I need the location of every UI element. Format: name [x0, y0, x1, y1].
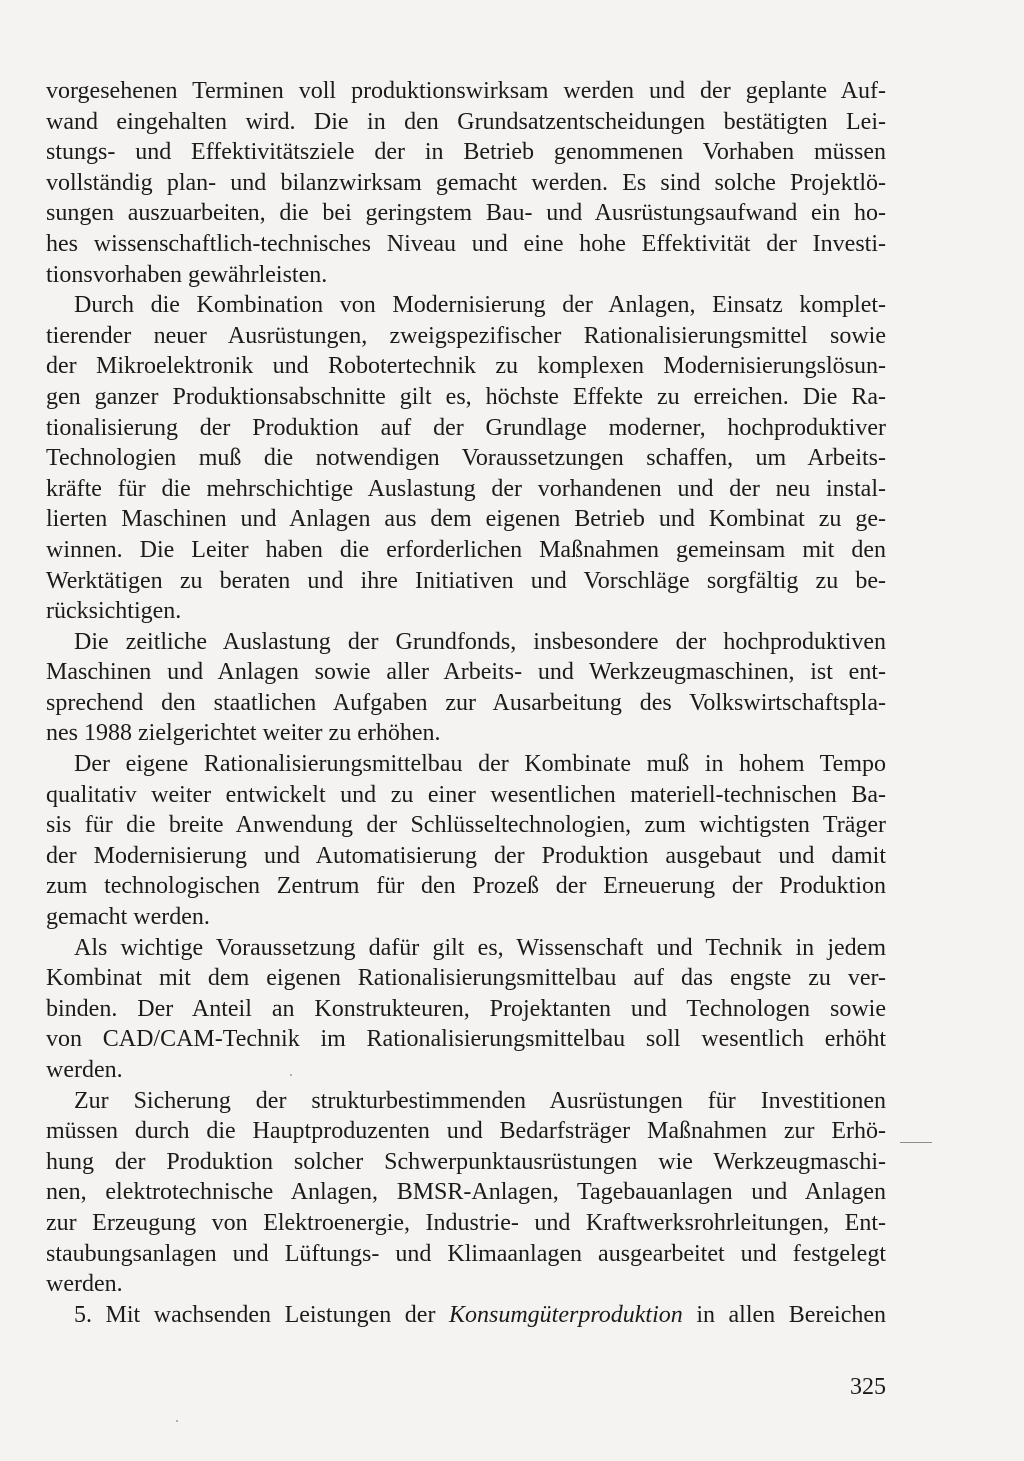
text-line: winnen. Die Leiter haben die erforderlichen Maßnahmen gemeinsam mit den: [46, 536, 886, 563]
text-line: zur Erzeugung von Elektroenergie, Industrie- und Kraftwerksrohrleitungen, Ent-: [46, 1209, 886, 1236]
text-line: vollständig plan- und bilanzwirksam gemacht werden. Es sind solche Projektlö-: [46, 169, 886, 196]
margin-mark: [900, 1142, 932, 1143]
text-line: zum technologischen Zentrum für den Prozeß der Erneuerung der Produktion: [46, 873, 886, 900]
text-line: sungen auszuarbeiten, die bei geringstem Bau- und Ausrüstungsaufwand ein ho-: [46, 200, 886, 227]
text-line: werden.: [46, 1271, 123, 1298]
text-line: nes 1988 zielgerichtet weiter zu erhöhen.: [46, 720, 441, 747]
paragraph-start-line: Als wichtige Voraussetzung dafür gilt es, Wissenschaft und Technik in jedem: [74, 934, 886, 961]
text-line: hung der Produktion solcher Schwerpunktausrüstungen wie Werkzeugmaschi-: [46, 1148, 886, 1175]
scan-speck: [290, 1074, 292, 1076]
text-line: lierten Maschinen und Anlagen aus dem eigenen Betrieb und Kombinat zu ge-: [46, 506, 886, 533]
text-line: gemacht werden.: [46, 904, 210, 931]
final-line-tail: in allen Bereichen: [682, 1301, 886, 1328]
text-line: kräfte für die mehrschichtige Auslastung der vorhandenen und der neu instal-: [46, 475, 886, 502]
text-line: staubungsanlagen und Lüftungs- und Klimaanlagen ausgearbeitet und festgelegt: [46, 1240, 886, 1267]
paragraph-start-line: Der eigene Rationalisierungsmittelbau der Kombinate muß in hohem Tempo: [74, 751, 886, 778]
text-line: werden.: [46, 1057, 123, 1083]
final-line-emphasis: Konsumgüterproduktion: [448, 1301, 683, 1328]
text-line: vorgesehenen Terminen voll produktionswirksam werden und der geplante Auf-: [46, 78, 886, 104]
page-number: 325: [850, 1374, 886, 1400]
text-line: Kombinat mit dem eigenen Rationalisierungsmittelbau auf das engste zu ver-: [46, 965, 886, 992]
text-line: tierender neuer Ausrüstungen, zweigspezifischer Rationalisierungsmittel sowie: [46, 322, 886, 349]
text-line: müssen durch die Hauptproduzenten und Bedarfsträger Maßnahmen zur Erhö-: [46, 1118, 886, 1145]
text-line: nen, elektrotechnische Anlagen, BMSR-Anlagen, Tagebauanlagen und Anlagen: [46, 1179, 886, 1206]
text-line: tionsvorhaben gewährleisten.: [46, 261, 328, 288]
body-text: [46, 76, 886, 1330]
text-line: sprechend den staatlichen Aufgaben zur Ausarbeitung des Volkswirtschaftspla-: [46, 689, 886, 716]
text-line: binden. Der Anteil an Konstrukteuren, Projektanten und Technologen sowie: [46, 995, 886, 1022]
paragraph-start-line: Durch die Kombination von Modernisierung der Anlagen, Einsatz komplet-: [74, 292, 886, 319]
text-line: der Mikroelektronik und Robotertechnik zu komplexen Modernisierungslösun-: [46, 353, 886, 380]
scan-speck: [176, 1420, 178, 1422]
text-line: wand eingehalten wird. Die in den Grundsatzentscheidungen bestätigten Lei-: [46, 108, 886, 135]
text-line: rücksichtigen.: [46, 598, 182, 625]
text-line: Technologien muß die notwendigen Voraussetzungen schaffen, um Arbeits-: [46, 445, 886, 472]
text-line: der Modernisierung und Automatisierung der Produktion ausgebaut und damit: [46, 842, 886, 869]
text-line: von CAD/CAM-Technik im Rationalisierungsmittelbau soll wesentlich erhöht: [46, 1026, 886, 1053]
text-line: stungs- und Effektivitätsziele der in Betrieb genommenen Vorhaben müssen: [46, 139, 886, 166]
text-line: Maschinen und Anlagen sowie aller Arbeits- und Werkzeugmaschinen, ist ent-: [46, 659, 886, 686]
text-line: gen ganzer Produktionsabschnitte gilt es, höchste Effekte zu erreichen. Die Ra-: [46, 383, 886, 410]
paragraph-start-line: Die zeitliche Auslastung der Grundfonds, insbesondere der hochproduktiven: [74, 628, 886, 655]
paragraph-start-line: Zur Sicherung der strukturbestimmenden Ausrüstungen für Investitionen: [74, 1087, 886, 1114]
text-line: sis für die breite Anwendung der Schlüsseltechnologien, zum wichtigsten Träger: [46, 812, 886, 839]
paragraph-start-line: [46, 1300, 886, 1331]
text-line: tionalisierung der Produktion auf der Grundlage moderner, hochproduktiver: [46, 414, 886, 441]
text-line: qualitativ weiter entwickelt und zu einer wesentlichen materiell-technischen Ba-: [46, 781, 886, 808]
text-line: Werktätigen zu beraten und ihre Initiativen und Vorschläge sorgfältig zu be-: [46, 567, 886, 594]
text-line: hes wissenschaftlich-technisches Niveau und eine hohe Effektivität der Investi-: [46, 230, 886, 257]
final-line-lead: 5. Mit wachsenden Leistungen der: [74, 1301, 449, 1328]
